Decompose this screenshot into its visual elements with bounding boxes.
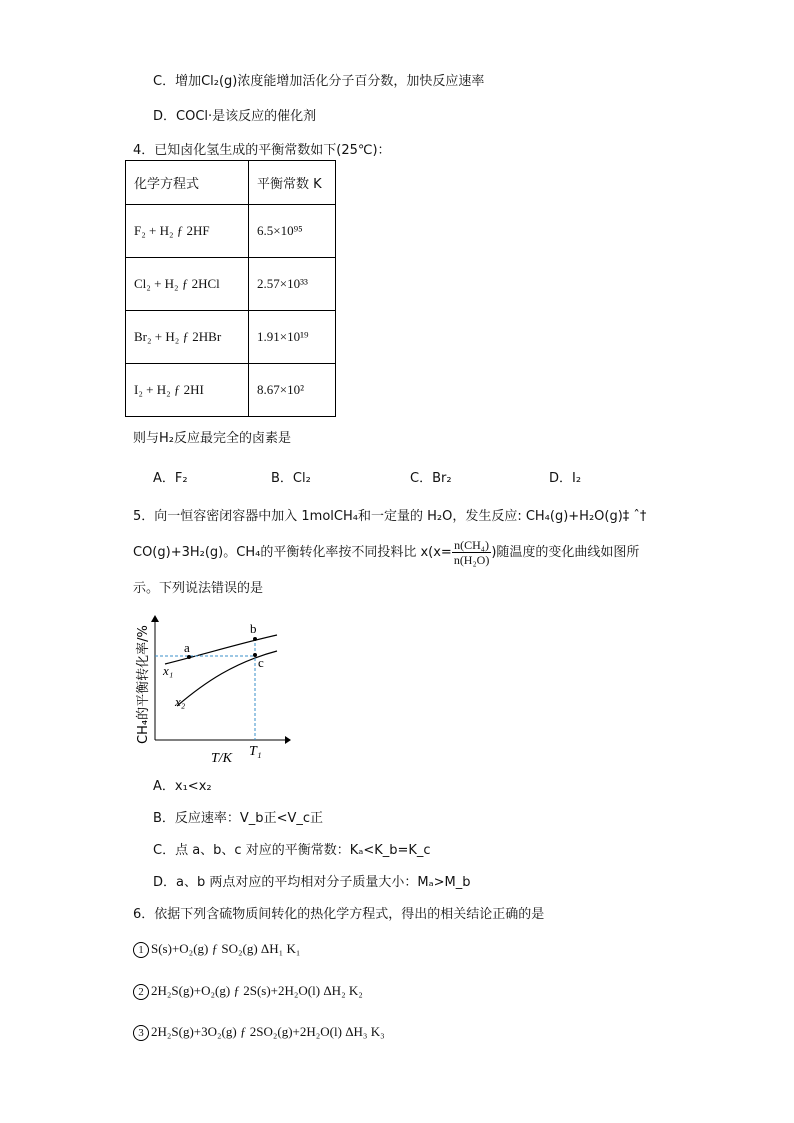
fraction-denominator: n(H₂O) bbox=[453, 553, 490, 567]
q5-ratio-fraction bbox=[452, 538, 492, 567]
q5-option-d[interactable]: D．a、b 两点对应的平均相对分子质量大小：Mₐ>M_b bbox=[153, 875, 471, 890]
q4-question: 则与H₂反应最完全的卤素是 bbox=[133, 431, 291, 446]
q5-option-c[interactable]: C．点 a、b、c 对应的平衡常数：Kₐ<K_b=K_c bbox=[153, 843, 431, 858]
table-row bbox=[126, 364, 336, 417]
point-c-label: c bbox=[258, 655, 264, 670]
q5-stem-line2-pre: CO(g)+3H₂(g)。CH₄的平衡转化率按不同投料比 x(x= bbox=[133, 545, 452, 560]
q4-option-d[interactable]: D．I₂ bbox=[549, 471, 582, 486]
q5-stem-line2 bbox=[133, 538, 639, 568]
table-header-row bbox=[126, 161, 336, 205]
circled-number: 1 bbox=[133, 942, 149, 958]
q4-stem: 4．已知卤化氢生成的平衡常数如下(25℃)： bbox=[133, 143, 391, 158]
fraction-numerator: n(CH₄) bbox=[452, 538, 492, 553]
circled-number: 3 bbox=[133, 1025, 149, 1041]
q5-stem-line2-post: )随温度的变化曲线如图所 bbox=[491, 545, 640, 560]
table-cell-equation: Br₂ + H₂ ƒ 2HBr bbox=[126, 311, 249, 364]
x-axis-label: T/K bbox=[211, 751, 233, 766]
table-row bbox=[126, 311, 336, 364]
q3-option-d: D．COCl·是该反应的催化剂 bbox=[153, 109, 317, 124]
equation-text: S(s)+O₂(g) ƒ SO₂(g) ΔH₁ K₁ bbox=[151, 941, 301, 956]
q3-option-c: C．增加Cl₂(g)浓度能增加活化分子百分数，加快反应速率 bbox=[153, 74, 485, 89]
curve-x1-label: x₁ bbox=[163, 663, 174, 678]
x-axis-arrow bbox=[285, 736, 291, 744]
point-a-label: a bbox=[184, 640, 190, 655]
point-b-label: b bbox=[250, 621, 257, 636]
q6-equation-3 bbox=[133, 1023, 385, 1041]
table-cell-equation: F₂ + H₂ ƒ 2HF bbox=[126, 205, 249, 258]
q5-stem-line1: 5．向一恒容密闭容器中加入 1molCH₄和一定量的 H₂O，发生反应: CH₄(g)+H₂O(g)‡ ˆ† bbox=[133, 509, 647, 524]
conversion-chart bbox=[125, 612, 300, 767]
table-row bbox=[126, 258, 336, 311]
q6-equation-1 bbox=[133, 940, 300, 958]
point-b-marker bbox=[253, 637, 257, 641]
table-cell-k: 2.57×10³³ bbox=[249, 258, 336, 311]
y-axis-arrow bbox=[151, 615, 159, 622]
t1-label: T₁ bbox=[249, 744, 262, 759]
table-row bbox=[126, 205, 336, 258]
table-header-k: 平衡常数 K bbox=[249, 161, 336, 205]
y-axis-label: CH₄的平衡转化率/% bbox=[136, 625, 151, 744]
point-c-marker bbox=[253, 653, 257, 657]
q5-option-a[interactable]: A．x₁<x₂ bbox=[153, 779, 212, 794]
circled-number: 2 bbox=[133, 984, 149, 1000]
table-cell-k: 8.67×10² bbox=[249, 364, 336, 417]
q5-option-b[interactable]: B．反应速率：V_b正<V_c正 bbox=[153, 811, 323, 826]
equation-text: 2H₂S(g)+O₂(g) ƒ 2S(s)+2H₂O(l) ΔH₂ K₂ bbox=[151, 983, 363, 998]
table-cell-k: 6.5×10⁹⁵ bbox=[249, 205, 336, 258]
curve-x2-label: x₂ bbox=[175, 694, 186, 709]
q4-option-b[interactable]: B．Cl₂ bbox=[271, 471, 311, 486]
equation-text: 2H₂S(g)+3O₂(g) ƒ 2SO₂(g)+2H₂O(l) ΔH₃ K₃ bbox=[151, 1024, 385, 1039]
table-cell-equation: Cl₂ + H₂ ƒ 2HCl bbox=[126, 258, 249, 311]
q6-equation-2 bbox=[133, 982, 363, 1000]
table-header-equation: 化学方程式 bbox=[126, 161, 249, 205]
q6-stem: 6．依据下列含硫物质间转化的热化学方程式，得出的相关结论正确的是 bbox=[133, 907, 545, 922]
q4-option-c[interactable]: C．Br₂ bbox=[410, 471, 452, 486]
table-cell-k: 1.91×10¹⁹ bbox=[249, 311, 336, 364]
table-cell-equation: I₂ + H₂ ƒ 2HI bbox=[126, 364, 249, 417]
equilibrium-constant-table bbox=[125, 160, 336, 417]
q5-stem-line3: 示。下列说法错误的是 bbox=[133, 581, 264, 596]
q4-option-a[interactable]: A．F₂ bbox=[153, 471, 188, 486]
point-a-marker bbox=[187, 655, 191, 659]
